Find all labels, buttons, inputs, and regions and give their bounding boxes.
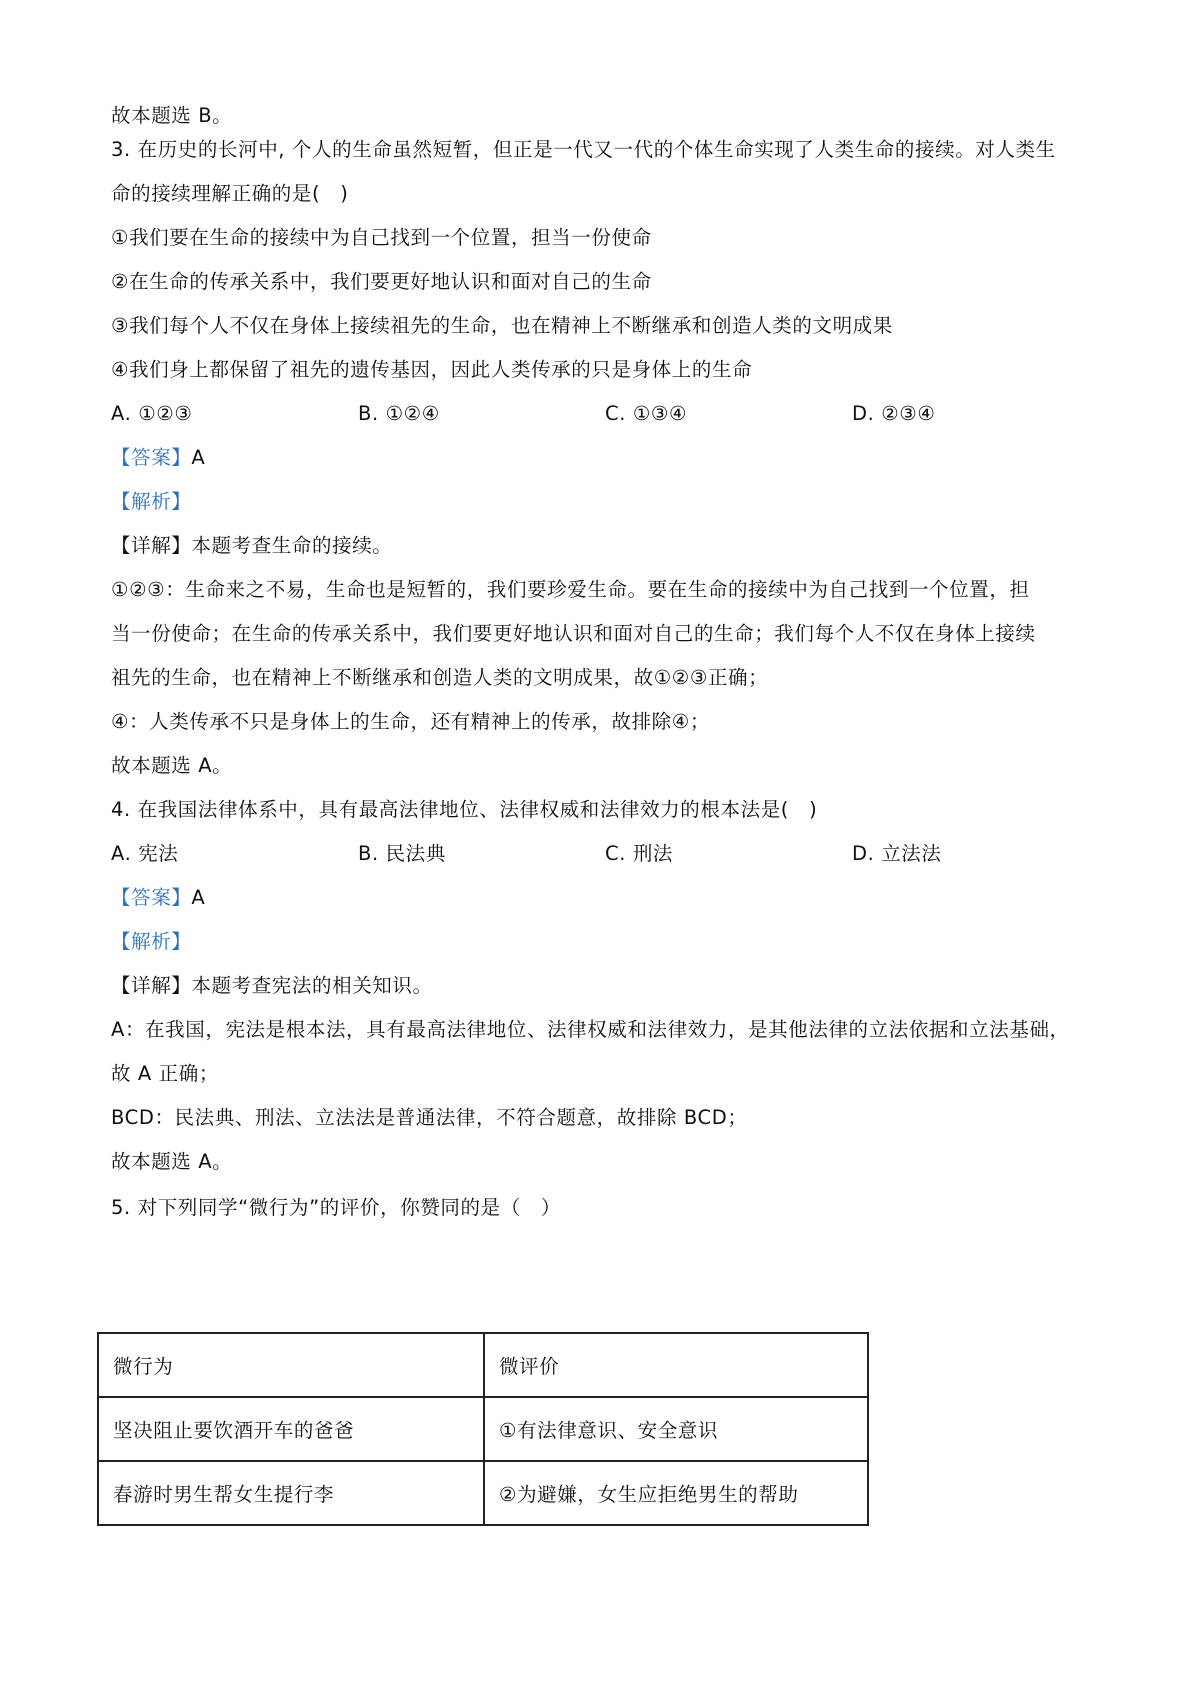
q3-conclusion: 故本题选 A。 (111, 754, 233, 777)
q3-detail-title: 【详解】本题考查生命的接续。 (111, 534, 393, 557)
q4-stem: 4. 在我国法律体系中，具有最高法律地位、法律权威和法律效力的根本法是( ) (111, 798, 818, 821)
q4-option-b: B. 民法典 (358, 842, 446, 865)
answer-value: A (191, 886, 206, 909)
table-header-cell: 微行为 (98, 1333, 484, 1397)
q3-detail-line2: 当一份使命；在生命的传承关系中，我们要更好地认识和面对自己的生命；我们每个人不仅在身体上接续 (111, 622, 1036, 645)
q3-stem-line1: 3. 在历史的长河中, 个人的生命虽然短暂，但正是一代又一代的个体生命实现了人类生命的接续。对人类生 (111, 138, 1056, 161)
table-cell: ①有法律意识、安全意识 (484, 1397, 868, 1461)
answer-value: A (191, 446, 206, 469)
q3-statement-4: ④我们身上都保留了祖先的遗传基因，因此人类传承的只是身体上的生命 (111, 358, 753, 381)
q3-option-b: B. ①②④ (358, 402, 440, 425)
q4-option-a: A. 宪法 (111, 842, 179, 865)
q3-option-c: C. ①③④ (605, 402, 688, 425)
q3-statement-1: ①我们要在生命的接续中为自己找到一个位置，担当一份使命 (111, 226, 652, 249)
q3-option-d: D. ②③④ (852, 402, 936, 425)
q3-detail-line3: 祖先的生命，也在精神上不断继承和创造人类的文明成果，故①②③正确； (111, 666, 769, 689)
q3-option-a: A. ①②③ (111, 402, 193, 425)
q4-option-d: D. 立法法 (852, 842, 942, 865)
table-row (98, 1397, 868, 1461)
q4-analysis-label: 【解析】 (111, 930, 192, 953)
evaluation-table (97, 1332, 869, 1526)
table-cell: ②为避嫌，女生应拒绝男生的帮助 (484, 1461, 868, 1525)
q3-analysis-label: 【解析】 (111, 490, 192, 513)
q4-conclusion: 故本题选 A。 (111, 1150, 233, 1173)
table-header-row (98, 1333, 868, 1397)
table-header-cell: 微评价 (484, 1333, 868, 1397)
q4-detail-line2: 故 A 正确； (111, 1062, 219, 1085)
q3-detail-line1: ①②③：生命来之不易，生命也是短暂的，我们要珍爱生命。要在生命的接续中为自己找到一个位置，担 (111, 578, 1030, 601)
table-row (98, 1461, 868, 1525)
q3-detail-line4: ④：人类传承不只是身体上的生命，还有精神上的传承，故排除④； (111, 710, 710, 733)
q3-answer (111, 444, 205, 472)
q3-statement-3: ③我们每个人不仅在身体上接续祖先的生命，也在精神上不断继承和创造人类的文明成果 (111, 314, 893, 337)
q2-conclusion: 故本题选 B。 (111, 104, 233, 127)
answer-label: 【答案】 (111, 446, 192, 469)
q4-option-c: C. 刑法 (605, 842, 674, 865)
q4-detail-title: 【详解】本题考查宪法的相关知识。 (111, 974, 433, 997)
table-cell: 坚决阻止要饮酒开车的爸爸 (98, 1397, 484, 1461)
q3-stem-line2: 命的接续理解正确的是( ) (111, 182, 349, 205)
q4-answer (111, 884, 205, 912)
table-cell: 春游时男生帮女生提行李 (98, 1461, 484, 1525)
q4-detail-line1: A：在我国，宪法是根本法，具有最高法律地位、法律权威和法律效力，是其他法律的立法依据和立法基础， (111, 1018, 1070, 1041)
q5-stem: 5. 对下列同学“微行为”的评价，你赞同的是（ ） (111, 1196, 562, 1219)
answer-label: 【答案】 (111, 886, 192, 909)
q3-statement-2: ②在生命的传承关系中，我们要更好地认识和面对自己的生命 (111, 270, 652, 293)
q4-detail-line3: BCD：民法典、刑法、立法法是普通法律，不符合题意，故排除 BCD； (111, 1106, 748, 1129)
